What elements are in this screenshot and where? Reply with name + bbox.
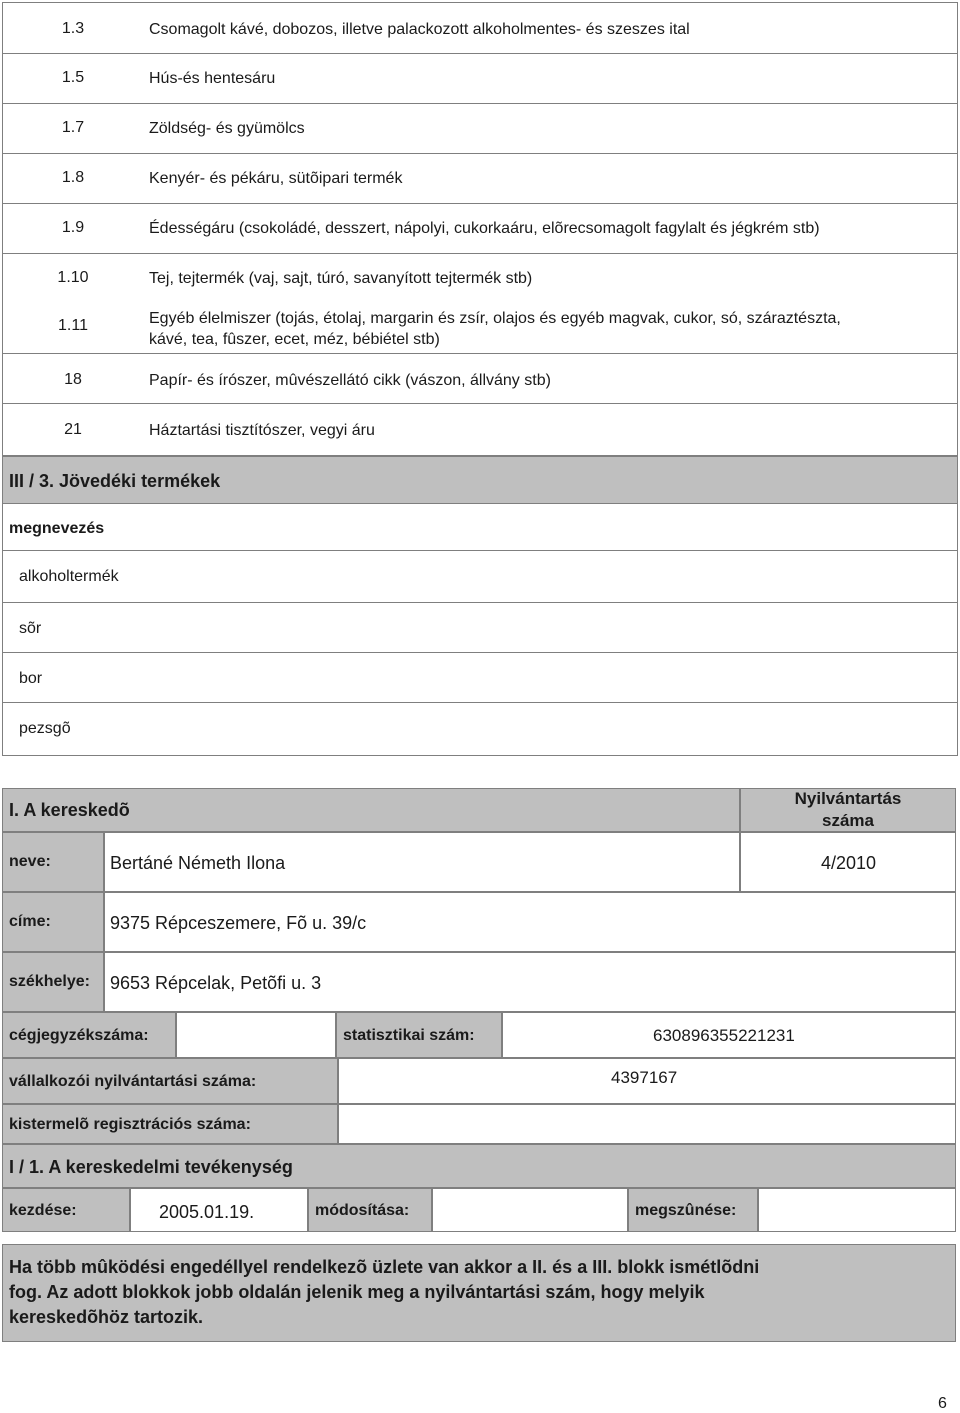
trader-section-header — [2, 788, 740, 832]
note-text — [9, 1255, 759, 1330]
name-value-cell — [104, 832, 740, 892]
product-code: 1.10 — [57, 269, 89, 286]
entrepreneur-label: vállalkozói nyilvántartási száma: — [9, 1073, 257, 1090]
address-value: 9375 Répceszemere, Fõ u. 39/c — [110, 913, 367, 933]
end-label-cell — [628, 1188, 758, 1232]
excise-title: III / 3. Jövedéki termékek — [9, 471, 221, 491]
product-code: 1.5 — [61, 69, 85, 86]
product-name: Kenyér- és pékáru, sütõipari termék — [149, 170, 403, 187]
seat-label-cell — [2, 952, 104, 1012]
activity-title: I / 1. A kereskedelmi tevékenység — [9, 1157, 293, 1177]
product-name-line2: kávé, tea, fûszer, ecet, méz, bébiétel stb) — [149, 331, 440, 348]
product-code: 1.8 — [61, 169, 85, 186]
address-label-cell — [2, 892, 104, 952]
name-label-cell — [2, 832, 104, 892]
seat-label: székhelye: — [9, 973, 90, 990]
registration-number-cell — [740, 832, 956, 892]
company-reg-label: cégjegyzékszáma: — [9, 1027, 149, 1044]
producer-label: kistermelõ regisztrációs száma: — [9, 1116, 251, 1133]
table-row — [2, 404, 958, 456]
table-row — [2, 154, 958, 204]
producer-label-cell — [2, 1104, 338, 1144]
company-reg-label-cell — [2, 1012, 176, 1058]
divider — [3, 602, 15, 603]
divider — [3, 550, 957, 551]
address-label: címe: — [9, 913, 51, 930]
note-box — [2, 1244, 956, 1342]
start-value-cell — [130, 1188, 308, 1232]
entrepreneur-value: 4397167 — [611, 1068, 678, 1087]
note-line: kereskedõhöz tartozik. — [9, 1307, 204, 1327]
stat-value: 630896355221231 — [653, 1026, 795, 1045]
trader-title: I. A kereskedõ — [9, 800, 130, 820]
product-name: Csomagolt kávé, dobozos, illetve palackozott alkoholmentes- és szeszes ital — [149, 21, 690, 38]
entrepreneur-label-cell — [2, 1058, 338, 1104]
page-number: 6 — [938, 1395, 947, 1412]
name-value: Bertáné Németh Ilona — [110, 853, 286, 873]
address-value-cell — [104, 892, 956, 952]
table-row — [2, 204, 958, 254]
stat-label-cell — [336, 1012, 502, 1058]
product-name: Zöldség- és gyümölcs — [149, 120, 305, 137]
table-row — [2, 104, 958, 154]
product-name: Tej, tejtermék (vaj, sajt, túró, savanyított tejtermék stb) — [149, 270, 533, 287]
modification-label: módosítása: — [315, 1202, 410, 1219]
entrepreneur-value-cell — [338, 1058, 956, 1104]
product-code: 21 — [64, 421, 82, 438]
registration-number: 4/2010 — [821, 853, 877, 873]
table-row — [2, 54, 958, 104]
stat-value-cell — [502, 1012, 956, 1058]
table-row — [2, 254, 958, 304]
product-code: 18 — [64, 371, 82, 388]
product-code: 1.3 — [61, 20, 85, 37]
product-name: Édességáru (csokoládé, desszert, nápolyi, cukorkaáru, elõrecsomagolt fagylalt és jégkrém stb) — [149, 220, 820, 237]
excise-table — [2, 504, 958, 756]
divider — [3, 652, 957, 653]
registration-header-line1: Nyilvántartás — [794, 789, 902, 808]
note-line: Ha több mûködési engedéllyel rendelkezõ üzlete van akkor a II. és a III. blokk ismétlõdni — [9, 1257, 760, 1277]
product-code: 1.9 — [61, 219, 85, 236]
registration-header-line2: száma — [822, 811, 874, 830]
seat-value: 9653 Répcelak, Petõfi u. 3 — [110, 973, 322, 993]
table-row — [2, 2, 958, 54]
company-reg-value-cell — [176, 1012, 336, 1058]
product-code: 1.7 — [61, 119, 85, 136]
product-code: 1.11 — [58, 317, 88, 334]
product-name: Hús-és hentesáru — [149, 70, 276, 87]
seat-value-cell — [104, 952, 956, 1012]
start-value: 2005.01.19. — [159, 1202, 255, 1222]
divider — [3, 602, 957, 603]
end-value-cell — [758, 1188, 956, 1232]
table-row — [2, 354, 958, 404]
registration-number-header — [740, 788, 956, 832]
excise-item: pezsgõ — [19, 720, 71, 737]
excise-item: alkoholtermék — [19, 568, 119, 585]
modification-label-cell — [308, 1188, 432, 1232]
excise-item: sõr — [19, 620, 42, 637]
stat-label: statisztikai szám: — [343, 1027, 475, 1044]
product-name: Papír- és írószer, mûvészellátó cikk (vászon, állvány stb) — [149, 372, 551, 389]
product-name: Háztartási tisztítószer, vegyi áru — [149, 422, 375, 439]
name-label: neve: — [9, 853, 51, 870]
start-label: kezdése: — [9, 1202, 77, 1219]
table-row — [2, 302, 958, 354]
end-label: megszûnése: — [635, 1202, 737, 1219]
excise-column-header: megnevezés — [9, 520, 105, 537]
activity-section-header — [2, 1144, 956, 1188]
start-label-cell — [2, 1188, 130, 1232]
producer-value-cell — [338, 1104, 956, 1144]
divider — [3, 702, 957, 703]
modification-value-cell — [432, 1188, 628, 1232]
excise-section-header — [2, 456, 958, 504]
product-name-line1: Egyéb élelmiszer (tojás, étolaj, margarin és zsír, olajos és egyéb magvak, cukor, só, száraztészta, — [149, 310, 841, 327]
excise-item: bor — [19, 670, 43, 687]
note-line: fog. Az adott blokkok jobb oldalán jelenik meg a nyilvántartási szám, hogy melyik — [9, 1282, 705, 1302]
